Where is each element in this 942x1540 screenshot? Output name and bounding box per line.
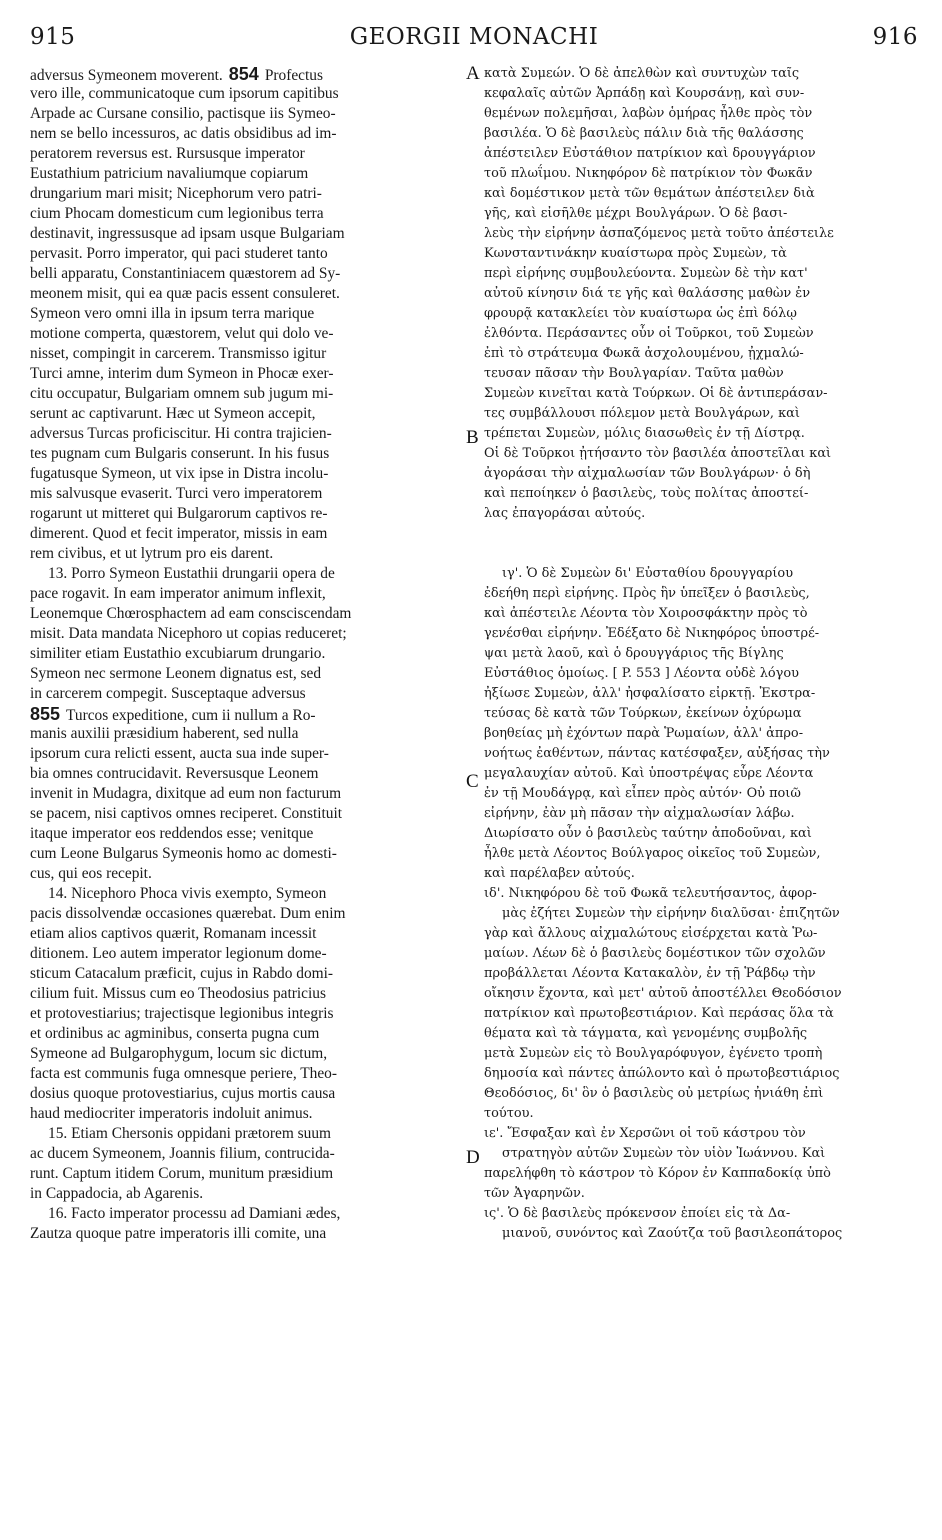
- greek-line: ψαι μετὰ λαοῦ, καὶ ὁ δρουγγάριος τῆς Βίγλης: [484, 646, 784, 661]
- latin-line: Symeone ad Bulgarophygum, locum sic dictum,: [30, 1045, 328, 1062]
- latin-line: in carcerem compegit. Susceptaque adversus: [30, 685, 306, 702]
- latin-line: haud mediocriter imperatoris indoluit animus.: [30, 1105, 313, 1122]
- latin-line: destinavit, ingressusque ad ipsam usque Bulgariam: [30, 225, 345, 242]
- greek-line: ἐπὶ τὸ στράτευμα Φωκᾶ ἀσχολουμένου, ᾐχμαλώ-: [484, 346, 804, 361]
- greek-line: ἠξίωσε Συμεὼν, ἀλλ' ἠσφαλίσατο εἰρκτῇ. Ἐκστρα-: [484, 686, 816, 701]
- greek-line: καὶ δομέστικον μετὰ τῶν θεμάτων ἀπέστειλεν διὰ: [484, 186, 815, 201]
- latin-line: motione comperta, quæstorem, velut qui dolo ve-: [30, 325, 334, 342]
- latin-line: Turci amne, interim dum Symeon in Phocæ exer-: [30, 365, 334, 382]
- greek-line: Εὐστάθιος ὁμοίως. [ P. 553 ] Λέοντα οὐδὲ λόγου: [484, 666, 799, 681]
- greek-line: ἀγοράσαι τὴν αἰχμαλωσίαν τῶν Βουλγάρων· ὁ δὴ: [484, 466, 811, 481]
- greek-line: θέματα καὶ τὰ τάγματα, καὶ γενομένης συμβολῆς: [484, 1026, 808, 1041]
- margin-letter-a: A: [466, 63, 480, 84]
- greek-line: Οἱ δὲ Τοῦρκοι ᾐτήσαντο τὸν βασιλέα ἀποστεῖλαι καὶ: [484, 446, 832, 461]
- margin-letter-b: B: [466, 427, 479, 448]
- latin-line: Zautza quoque patre imperatoris illi comite, una: [30, 1225, 327, 1242]
- greek-line: οἴκησιν ἔχοντα, καὶ μετ' αὐτοῦ ἀποστέλλει Θεοδόσιον: [484, 986, 842, 1001]
- greek-line: καὶ παρέλαβεν αὐτούς.: [484, 866, 635, 881]
- greek-line: Κωνσταντινάκην κυαίστωρα πρὸς Συμεὼν, τὰ: [484, 246, 787, 261]
- latin-line: etiam alios captivos quærit, Romanam incessit: [30, 925, 317, 942]
- latin-line: mis salvusque evaserit. Turci vero imperatorem: [30, 485, 323, 502]
- latin-line: itaque imperator eos reddendos esse; venitque: [30, 825, 314, 842]
- latin-line: Symeon vero omni illa in ipsum terra marique: [30, 305, 315, 322]
- latin-line: drungarium mari misit; Nicephorum vero patri-: [30, 185, 322, 202]
- greek-line: μαίων. Λέων δὲ ὁ βασιλεὺς δομέστικον τῶν σχολῶν: [484, 946, 826, 961]
- greek-line: θεμένων πολεμῆσαι, λαβὼν ὁμήρας ἦλθε πρὸς τὸν: [484, 106, 813, 121]
- greek-line: τρέπεται Συμεὼν, μόλις διασωθεὶς ἐν τῇ Δίστρᾳ.: [484, 426, 805, 441]
- latin-line: pacis dissolvendæ occasiones quærebat. Dum enim: [30, 905, 346, 922]
- page-number-854: 854: [228, 64, 259, 84]
- latin-line: runt. Captum itidem Corum, munitum præsidium: [30, 1165, 334, 1182]
- latin-line: 15. Etiam Chersonis oppidani prætorem suum: [48, 1125, 331, 1142]
- greek-line: βασιλέα. Ὁ δὲ βασιλεὺς πάλιν διὰ τῆς θαλάσσης: [484, 126, 804, 141]
- greek-line: ἦλθε μετὰ Λέοντος Βούλγαρος οἰκεῖος τοῦ Συμεὼν,: [484, 846, 821, 861]
- latin-line: Leonemque Chœrosphactem ad eam consciscendam: [30, 605, 352, 622]
- latin-line: dimerent. Quod et fecit imperator, missis in eam: [30, 525, 328, 542]
- greek-line: βοηθείας μὴ ἐχόντων παρὰ Ῥωμαίων, ἀλλ' ἀπρο-: [484, 726, 804, 741]
- greek-line: αὐτοῦ κίνησιν διά τε γῆς καὶ θαλάσσης μαθὼν ἐν: [484, 286, 811, 301]
- greek-line: φρουρᾷ κατακλείει τὸν κυαίστωρα ὡς ἐπὶ δόλῳ: [484, 306, 797, 321]
- latin-line: citu occupatur, Bulgariam omnem sub jugum mi-: [30, 385, 334, 402]
- latin-line: dosius quoque protovestiarius, cujus mortis causa: [30, 1085, 336, 1102]
- latin-line: peratorem reversus est. Rursusque imperator: [30, 145, 305, 162]
- greek-line: τούτου.: [484, 1106, 534, 1121]
- margin-letter-c: C: [466, 771, 479, 792]
- latin-line: belli apparatu, Constantiniacem quæstorem ad Sy-: [30, 265, 341, 282]
- greek-line: πατρίκιον καὶ πρωτοβεστιάριον. Καὶ περάσας ὅλα τὰ: [484, 1006, 834, 1021]
- latin-line-text: Turcos expeditione, cum ii nullum a Ro-: [66, 707, 316, 724]
- greek-line: μετὰ Συμεὼν εἰς τὸ Βουλγαρόφυγον, ἐγένετο τροπὴ: [484, 1046, 823, 1061]
- greek-line: δημοσία καὶ πάντες ἀπώλοντο καὶ ὁ πρωτοβεστιάριος: [484, 1066, 840, 1081]
- latin-line: cilium fuit. Missus cum eo Theodosius patricius: [30, 985, 326, 1002]
- latin-line-tail: Profectus: [264, 67, 323, 84]
- greek-line: καὶ πεποίηκεν ὁ βασιλεὺς, τοὺς πολίτας ἀποστεί-: [484, 486, 809, 501]
- latin-line: bia omnes contrucidavit. Reversusque Leonem: [30, 765, 319, 782]
- latin-line: et protovestiarius; trajectisque legionibus integris: [30, 1005, 334, 1022]
- greek-line: Συμεὼν κινεῖται κατὰ Τούρκων. Οἱ δὲ ἀντιπεράσαν-: [484, 386, 828, 401]
- greek-line: καὶ ἀπέστειλε Λέοντα τὸν Χοιροσφάκτην πρὸς τὸ: [484, 606, 808, 621]
- greek-line: λεὺς τὴν εἰρήνην ἀσπαζόμενος μετὰ τοῦτο ἀπέστειλε: [484, 226, 834, 241]
- greek-line: στρατηγὸν αὐτῶν Συμεὼν τὸν υἱὸν Ἰωάννου. Καὶ: [502, 1146, 826, 1161]
- latin-line: [30, 704, 460, 724]
- greek-line: ἐν τῇ Μουδάγρᾳ, καὶ εἶπεν πρὸς αὐτόν· Οὐ ποιῶ: [484, 786, 801, 801]
- greek-line: κατὰ Συμεών. Ὁ δὲ ἀπελθὼν καὶ συντυχὼν ταῖς: [484, 66, 800, 81]
- running-header: [30, 24, 918, 58]
- latin-line: adversus Turcas proficiscitur. Hi contra trajicien-: [30, 425, 332, 442]
- greek-line: ιε'. Ἔσφαξαν καὶ ἐν Χερσῶνι οἱ τοῦ κάστρου τὸν: [484, 1126, 806, 1141]
- greek-line: μὰς ἐζήτει Συμεὼν τὴν εἰρήνην διαλῦσαι· ἐπιζητῶν: [502, 906, 840, 921]
- latin-line: [30, 64, 460, 84]
- latin-line: Eustathium patricium navaliumque copiarum: [30, 165, 309, 182]
- latin-line: manis auxilii præsidium haberent, sed nulla: [30, 725, 299, 742]
- latin-line: in Cappadocia, ab Agarenis.: [30, 1185, 204, 1202]
- latin-line: ac ducem Symeonem, Joannis filium, contrucida-: [30, 1145, 335, 1162]
- latin-line: facta est communis fuga omnesque periere, Theo-: [30, 1065, 337, 1082]
- greek-blank-line: [484, 544, 910, 564]
- latin-line: et ordinibus ac agminibus, conserta pugna cum: [30, 1025, 320, 1042]
- latin-line: nem se bello incessuros, ac datis obsidibus ad im-: [30, 125, 337, 142]
- greek-line: νοήτως ἐαθέντων, πάντας κατέσφαξεν, αὐξήσας τὴν: [484, 746, 830, 761]
- latin-line: similiter etiam Eustathio excubiarum drungario.: [30, 645, 326, 662]
- greek-blank-line: [484, 524, 910, 544]
- latin-line: ipsorum cura relicti essent, aucta sua inde super-: [30, 745, 329, 762]
- greek-line: τες συμβάλλουσι πόλεμον μετὰ Βουλγάρων, καὶ: [484, 406, 800, 421]
- greek-line: ἐδεήθη περὶ εἰρήνης. Πρὸς ἣν ὑπεῖξεν ὁ βασιλεὺς,: [484, 586, 810, 601]
- greek-line: μιανοῦ, συνόντος καὶ Ζαούτζα τοῦ βασιλεοπάτορος: [502, 1226, 843, 1241]
- greek-line: προβάλλεται Λέοντα Κατακαλὸν, ἐν τῇ Ῥάβδῳ τὴν: [484, 966, 816, 981]
- margin-letter-d: D: [466, 1147, 480, 1168]
- latin-line-text: adversus Symeonem moverent.: [30, 67, 223, 84]
- greek-line: περὶ εἰρήνης συμβουλεύοντα. Συμεὼν δὲ τὴν κατ': [484, 266, 808, 281]
- greek-line: λας ἐπαγοράσαι αὐτούς.: [484, 506, 646, 521]
- latin-line: sticum Catacalum præficit, cujus in Rabdo domi-: [30, 965, 334, 982]
- latin-line: 13. Porro Symeon Eustathii drungarii opera de: [48, 565, 335, 582]
- greek-line: ἀπέστειλεν Εὐστάθιον πατρίκιον καὶ δρουγγάριον: [484, 146, 816, 161]
- greek-line: τεύσας δὲ κατὰ τῶν Τούρκων, ἐκείνων ὀχύρωμα: [484, 706, 802, 721]
- greek-line: γὰρ καὶ ἄλλους αἰχμαλώτους εἰσέρχεται κατὰ Ῥω-: [484, 926, 818, 941]
- greek-line: τοῦ πλωΐμου. Νικηφόρον δὲ πατρίκιον τὸν Φωκᾶν: [484, 166, 813, 181]
- greek-line: γενέσθαι εἰρήνην. Ἐδέξατο δὲ Νικηφόρος ὑποστρέ-: [484, 626, 820, 641]
- latin-line: ditionem. Leo autem imperator legionum dome-: [30, 945, 327, 962]
- latin-line: meonem misit, qui ea quæ pacis essent consuleret.: [30, 285, 340, 302]
- latin-line: Symeon nec sermone Leonem dignatus est, sed: [30, 665, 322, 682]
- latin-line: se pacem, nisi captivos omnes reciperet. Constituit: [30, 805, 343, 822]
- latin-line: cus, qui eos recepit.: [30, 865, 152, 882]
- latin-line: 14. Nicephoro Phoca vivis exempto, Symeon: [48, 885, 327, 902]
- latin-line: nisset, compingit in carcerem. Transmisso igitur: [30, 345, 327, 362]
- latin-line: cium Phocam domesticum cum legionibus terra: [30, 205, 324, 222]
- greek-line: ἐλθόντα. Περάσαντες οὖν οἱ Τοῦρκοι, τοῦ Συμεὼν: [484, 326, 814, 341]
- latin-line: tes pugnam cum Bulgaris conserunt. In his fusus: [30, 445, 330, 462]
- latin-line: vero ille, communicatoque cum ipsorum capitibus: [30, 85, 339, 102]
- greek-line: παρελήφθη τὸ κάστρον τὸ Κόρον ἐν Καππαδοκίᾳ ὑπὸ: [484, 1166, 831, 1181]
- greek-line: μεγαλαυχίαν αὐτοῦ. Καὶ ὑποστρέψας εὗρε Λέοντα: [484, 766, 814, 781]
- page-number-855: 855: [30, 704, 61, 724]
- latin-line: pervasit. Porro imperator, qui paci studeret tanto: [30, 245, 328, 262]
- latin-line: cum Leone Bulgarus Symeonis homo ac domesti-: [30, 845, 337, 862]
- greek-line: κεφαλαῖς αὐτῶν Ἀρπάδῃ καὶ Κουρσάνῃ, καὶ συν-: [484, 86, 805, 101]
- greek-line: ιδ'. Νικηφόρου δὲ τοῦ Φωκᾶ τελευτήσαντος, ἀφορ-: [484, 886, 817, 901]
- greek-line: Διωρίσατο οὖν ὁ βασιλεὺς ταύτην ἀποδοῦναι, καὶ: [484, 826, 812, 841]
- latin-line: 16. Facto imperator processu ad Damiani ædes,: [48, 1205, 341, 1222]
- latin-line: invenit in Mudagra, dixitque ad eum non facturum: [30, 785, 342, 802]
- greek-line: τευσαν πᾶσαν τὴν Βουλγαρίαν. Ταῦτα μαθὼν: [484, 366, 784, 381]
- latin-line: pace rogavit. In eam imperator animum inflexit,: [30, 585, 326, 602]
- latin-text-column: [30, 64, 460, 1244]
- greek-line: εἰρήνην, ἐὰν μὴ πᾶσαν τὴν αἰχμαλωσίαν λάβω.: [484, 806, 795, 821]
- greek-line: ιγ'. Ὁ δὲ Συμεὼν δι' Εὐσταθίου δρουγγαρίου: [502, 566, 794, 581]
- column-number-right: 916: [872, 24, 918, 50]
- latin-line: serunt ac captivarunt. Hæc ut Symeon accepit,: [30, 405, 316, 422]
- latin-line: misit. Data mandata Nicephoro ut copias reduceret;: [30, 625, 347, 642]
- latin-line: fugatusque Symeon, ut vix ipse in Distra incolu-: [30, 465, 329, 482]
- running-title: GEORGII MONACHI: [349, 24, 599, 50]
- latin-line: rem civibus, et ut lytrum pro eis darent.: [30, 545, 274, 562]
- column-number-left: 915: [30, 24, 76, 50]
- greek-text-column: [484, 64, 910, 1244]
- greek-line: ις'. Ὁ δὲ βασιλεὺς πρόκενσον ἐποίει εἰς τὰ Δα-: [484, 1206, 791, 1221]
- greek-line: τῶν Ἀγαρηνῶν.: [484, 1186, 585, 1201]
- latin-line: rogarunt ut mitteret qui Bulgarorum captivos re-: [30, 505, 328, 522]
- greek-line: γῆς, καὶ εἰσῆλθε μέχρι Βουλγάρων. Ὁ δὲ βασι-: [484, 206, 788, 221]
- greek-line: Θεοδόσιος, δι' ὃν ὁ βασιλεὺς οὐ μετρίως ἠνιάθη ἐπὶ: [484, 1086, 824, 1101]
- latin-line: Arpade ac Cursane consilio, pactisque iis Symeo-: [30, 105, 336, 122]
